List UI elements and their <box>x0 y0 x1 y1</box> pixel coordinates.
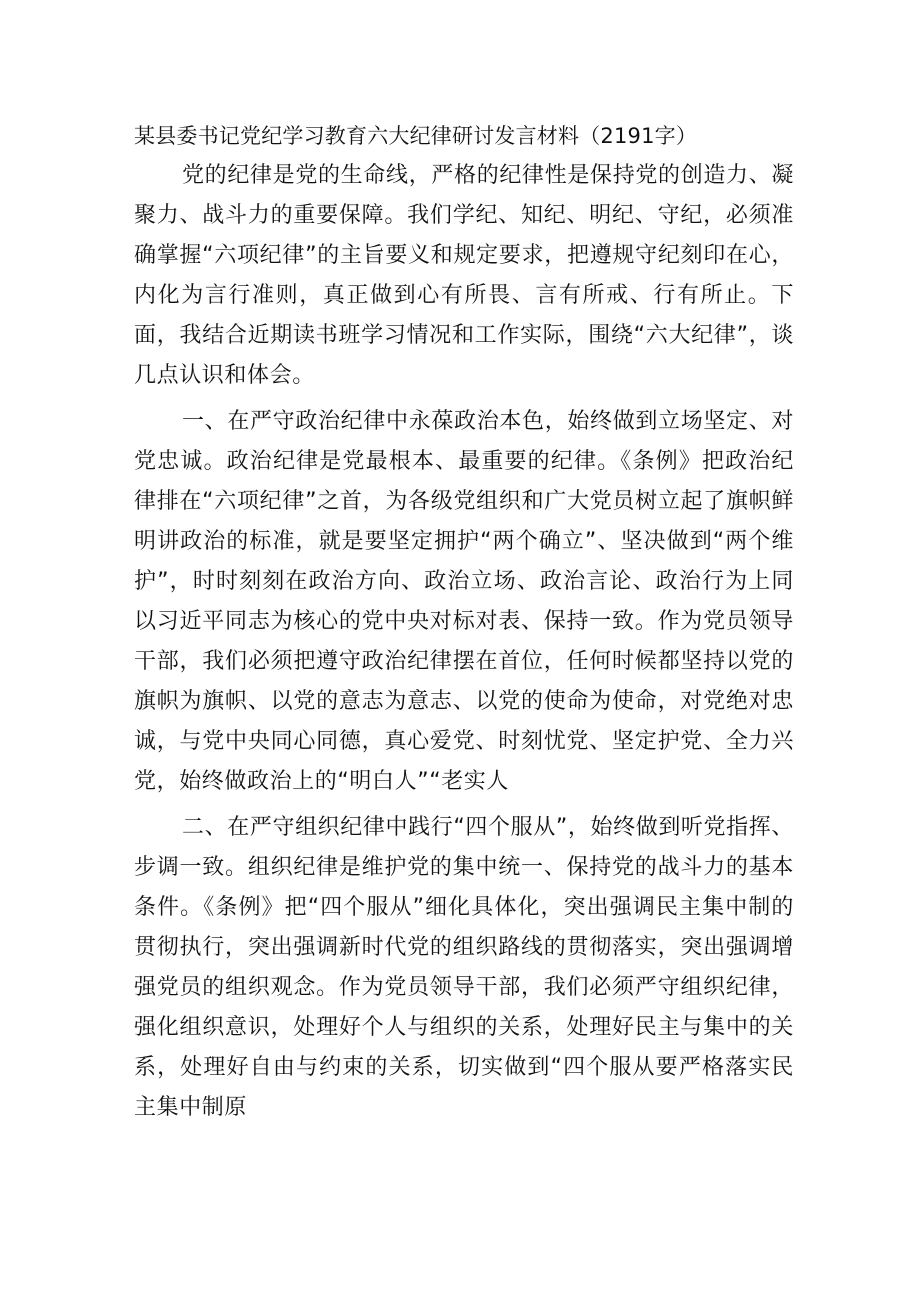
document-body <box>134 116 794 1128</box>
paragraph-intro: 党的纪律是党的生命线，严格的纪律性是保持党的创造力、凝聚力、战斗力的重要保障。我们学纪、知纪、明纪、守纪，必须准确掌握“六项纪律”的主旨要义和规定要求，把遵规守纪刻印在心，内化为言行准则，真正做到心有所畏、言有所戒、行有所止。下面，我结合近期读书班学习情况和工作实际，围绕“六大纪律”，谈几点认识和体会。 <box>134 163 794 388</box>
document-title: 某县委书记党纪学习教育六大纪律研讨发言材料（2191字） <box>134 124 698 148</box>
paragraph-organizational-discipline: 二、在严守组织纪律中践行“四个服从”，始终做到听党指挥、步调一致。组织纪律是维护党的集中统一、保持党的战斗力的基本条件。《条例》把“四个服从”细化具体化，突出强调民主集中制的贯彻执行，突出强调新时代党的组织路线的贯彻落实，突出强调增强党员的组织观念。作为党员领导干部，我们必须严守组织纪律，强化组织意识，处理好个人与组织的关系，处理好民主与集中的关系，处理好自由与约束的关系，切实做到“四个服从要严格落实民主集中制原 <box>134 815 794 1120</box>
paragraph-political-discipline: 一、在严守政治纪律中永葆政治本色，始终做到立场坚定、对党忠诚。政治纪律是党最根本、最重要的纪律。《条例》把政治纪律排在“六项纪律”之首，为各级党组织和广大党员树立起了旗帜鲜明讲政治的标准，就是要坚定拥护“两个确立”、坚决做到“两个维护”，时时刻刻在政治方向、政治立场、政治言论、政治行为上同以习近平同志为核心的党中央对标对表、保持一致。作为党员领导干部，我们必须把遵守政治纪律摆在首位，任何时候都坚持以党的旗帜为旗帜、以党的意志为意志、以党的使命为使命，对党绝对忠诚，与党中央同心同德，真心爱党、时刻忧党、坚定护党、全力兴党，始终做政治上的“明白人”“老实人 <box>134 409 794 794</box>
